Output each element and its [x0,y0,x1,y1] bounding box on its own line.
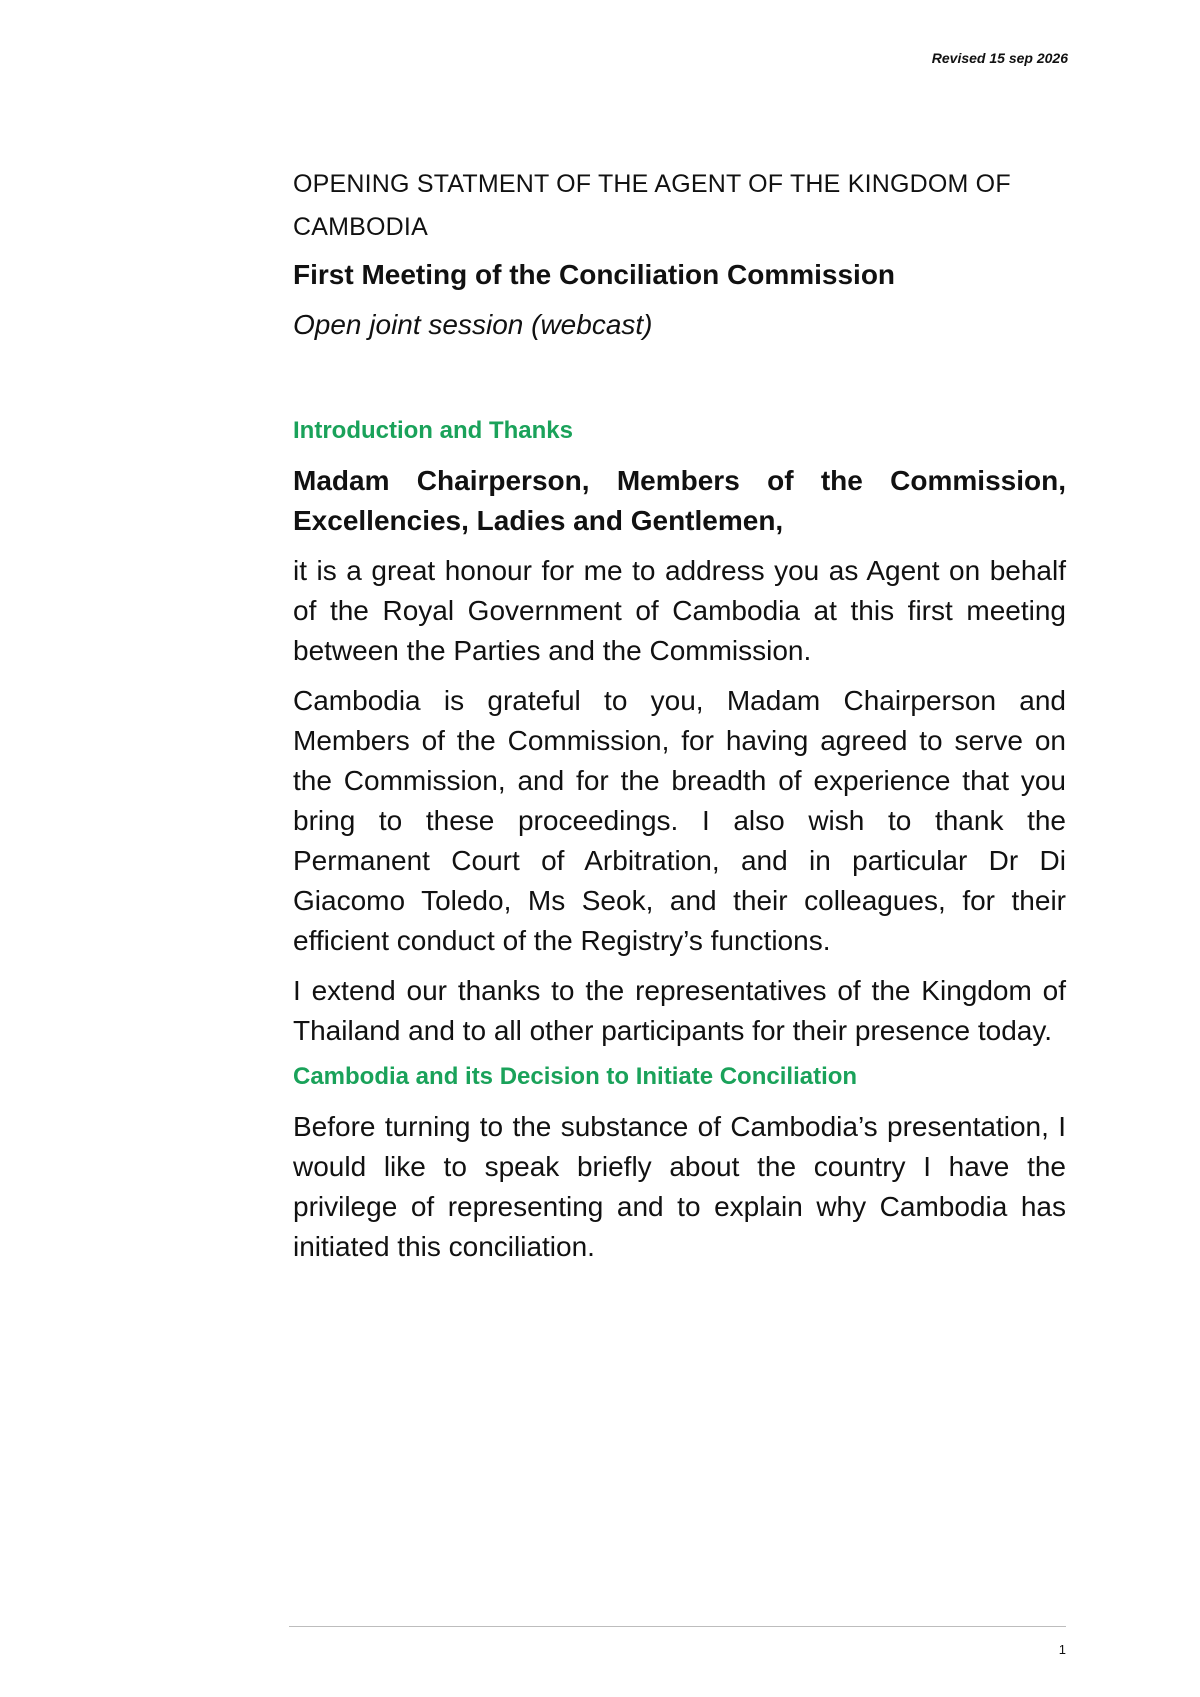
meeting-title: First Meeting of the Conciliation Commission [293,259,896,290]
document-body [293,163,1066,1267]
section-heading-cambodia-decision: Cambodia and its Decision to Initiate Conciliation [293,1063,858,1090]
paragraph: I extend our thanks to the representatives of the Kingdom of Thailand and to all other participants for their presence today. [293,975,1066,1046]
paragraph: Cambodia is grateful to you, Madam Chairperson and Members of the Commission, for having agreed to serve on the Commission, and for the breadth of experience that you bring to these proceedings. I also wish to thank the Permanent Court of Arbitration, and in particular Dr Di Giacomo Toledo, Ms Seok, and their colleagues, for their efficient conduct of the Registry’s functions. [293,685,1066,956]
paragraph: it is a great honour for me to address you as Agent on behalf of the Royal Government of Cambodia at this first meeting between the Parties and the Commission. [293,555,1066,666]
page-number: 1 [1058,1642,1066,1657]
salutation: Madam Chairperson, Members of the Commission, Excellencies, Ladies and Gentlemen, [293,465,1066,536]
footer-divider [289,1626,1066,1627]
section-heading-introduction: Introduction and Thanks [293,417,573,444]
document-title: OPENING STATMENT OF THE AGENT OF THE KINGDOM OF CAMBODIA [293,170,1011,241]
session-subtitle: Open joint session (webcast) [293,309,653,340]
paragraph: Before turning to the substance of Cambodia’s presentation, I would like to speak briefly about the country I have the privilege of representing and to explain why Cambodia has initiated this conciliation. [293,1111,1066,1262]
revision-date: Revised 15 sep 2026 [931,50,1068,66]
